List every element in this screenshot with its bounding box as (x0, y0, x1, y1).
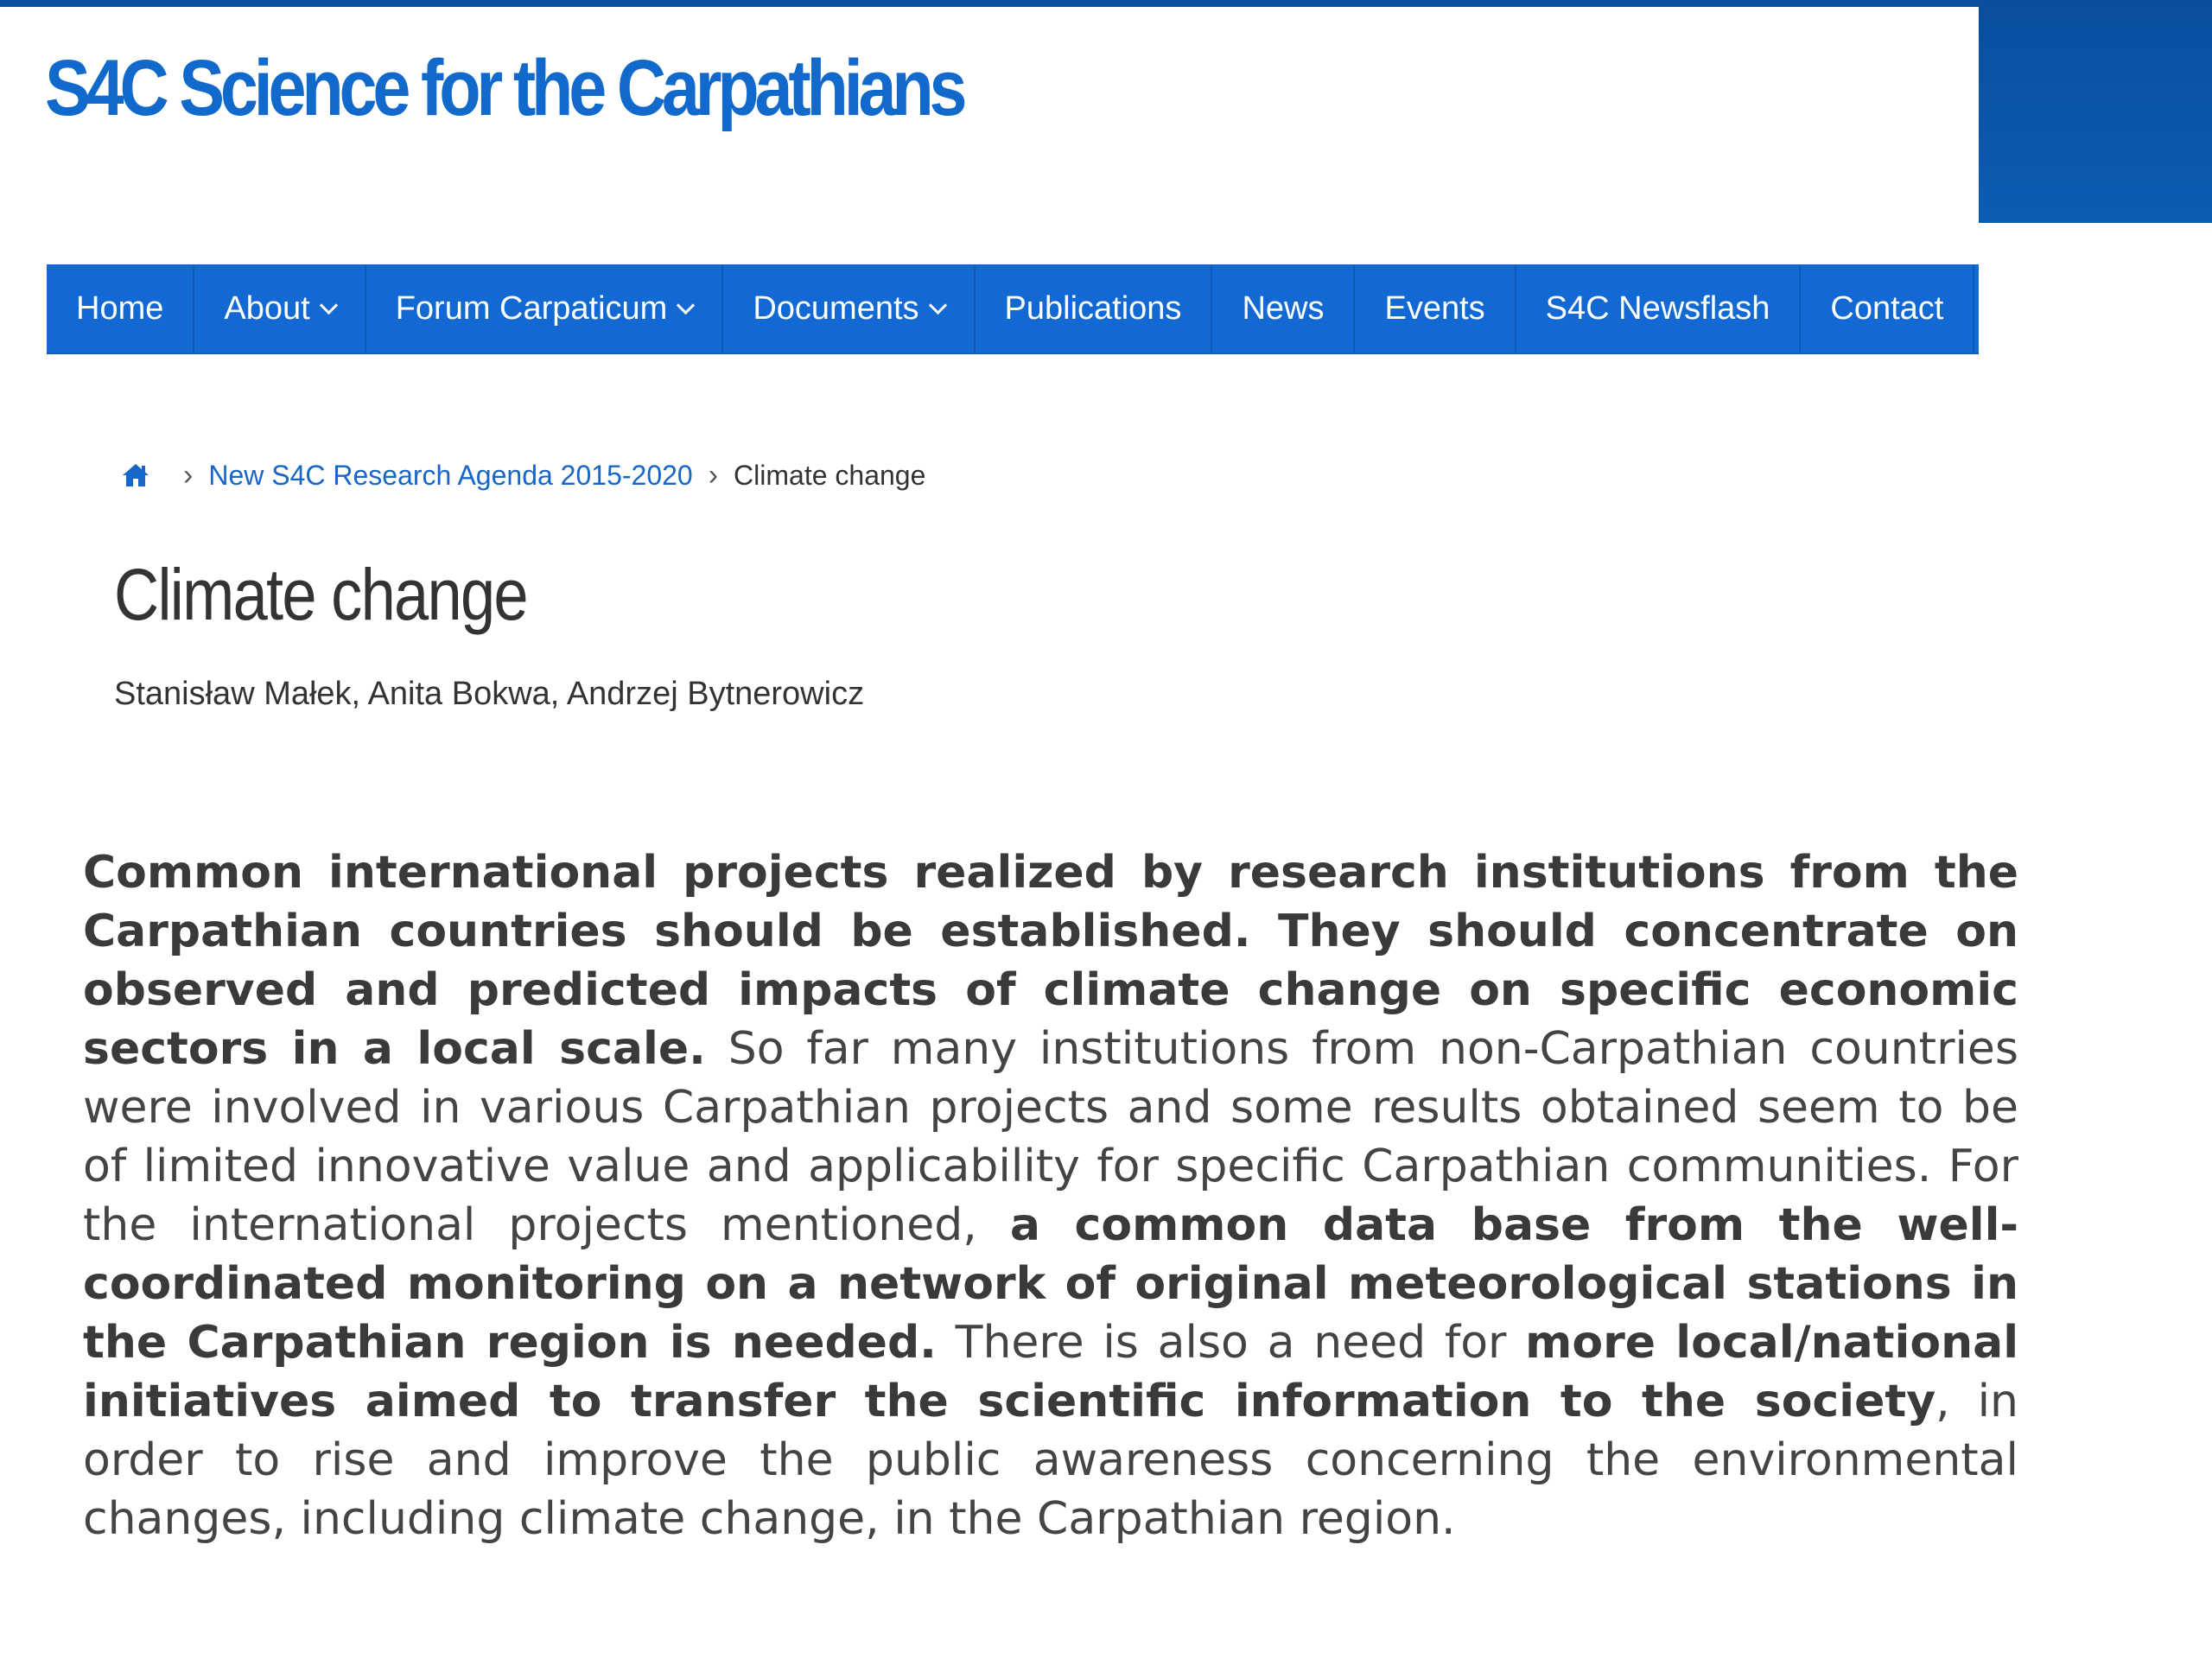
body-text-2: So far many institutions from non-Carpathian countries were involved in various Carpathian projects and some results obtained seem to be of limited innovative value and applicability for specific Carpathian communities. For the international projects mentioned, (83, 1023, 2018, 1251)
nav-item-forum-carpaticum[interactable]: Forum Carpaticum (366, 264, 724, 353)
breadcrumb-separator-icon: › (708, 458, 719, 492)
nav-item-publications[interactable]: Publications (976, 264, 1213, 353)
chevron-down-icon (928, 296, 946, 314)
body-text-6: , in order to rise and improve the public awareness concerning the environmental changes, including climate change, in the Carpathian region. (83, 1376, 2018, 1545)
breadcrumb (121, 456, 925, 494)
nav-item-s4c-newsflash[interactable]: S4C Newsflash (1516, 264, 1802, 353)
breadcrumb-separator-icon: › (183, 458, 194, 492)
body-text-4: There is also a need for (936, 1317, 1526, 1369)
nav-item-home[interactable]: Home (47, 264, 194, 353)
nav-item-contact[interactable]: Contact (1801, 264, 1974, 353)
nav-item-events[interactable]: Events (1355, 264, 1516, 353)
chevron-down-icon (320, 296, 338, 314)
body-bold-3: a common data base from the well-coordinated monitoring on a network of original meteorological stations in the Carpathian region is needed. (83, 1199, 2018, 1369)
nav-item-truncated[interactable]: N (2004, 289, 2028, 327)
nav-item-news[interactable]: News (1212, 264, 1355, 353)
nav-item-documents[interactable]: Documents (723, 264, 975, 353)
breadcrumb-current: Climate change (734, 459, 926, 491)
main-navigation (47, 264, 2028, 354)
breadcrumb-link-research-agenda[interactable]: New S4C Research Agenda 2015-2020 (208, 459, 693, 491)
header-corner-block (1979, 0, 2212, 223)
body-bold-1: Common international projects realized by research institutions from the Carpathian countries should be established. They should concentrate on observed and predicted impacts of climate change on specific economic sectors in a local scale. (83, 847, 2018, 1075)
body-bold-5: more local/national initiatives aimed to transfer the scientific information to the society (83, 1317, 2019, 1427)
article-body (83, 843, 2018, 1548)
top-stripe (0, 0, 1979, 7)
article-authors: Stanisław Małek, Anita Bokwa, Andrzej Bytnerowicz (114, 676, 865, 712)
chevron-down-icon (677, 296, 695, 314)
page-title: Climate change (114, 554, 527, 635)
home-icon[interactable] (121, 462, 150, 488)
nav-item-about[interactable]: About (194, 264, 365, 353)
site-logo[interactable]: S4C Science for the Carpathians (45, 44, 963, 132)
